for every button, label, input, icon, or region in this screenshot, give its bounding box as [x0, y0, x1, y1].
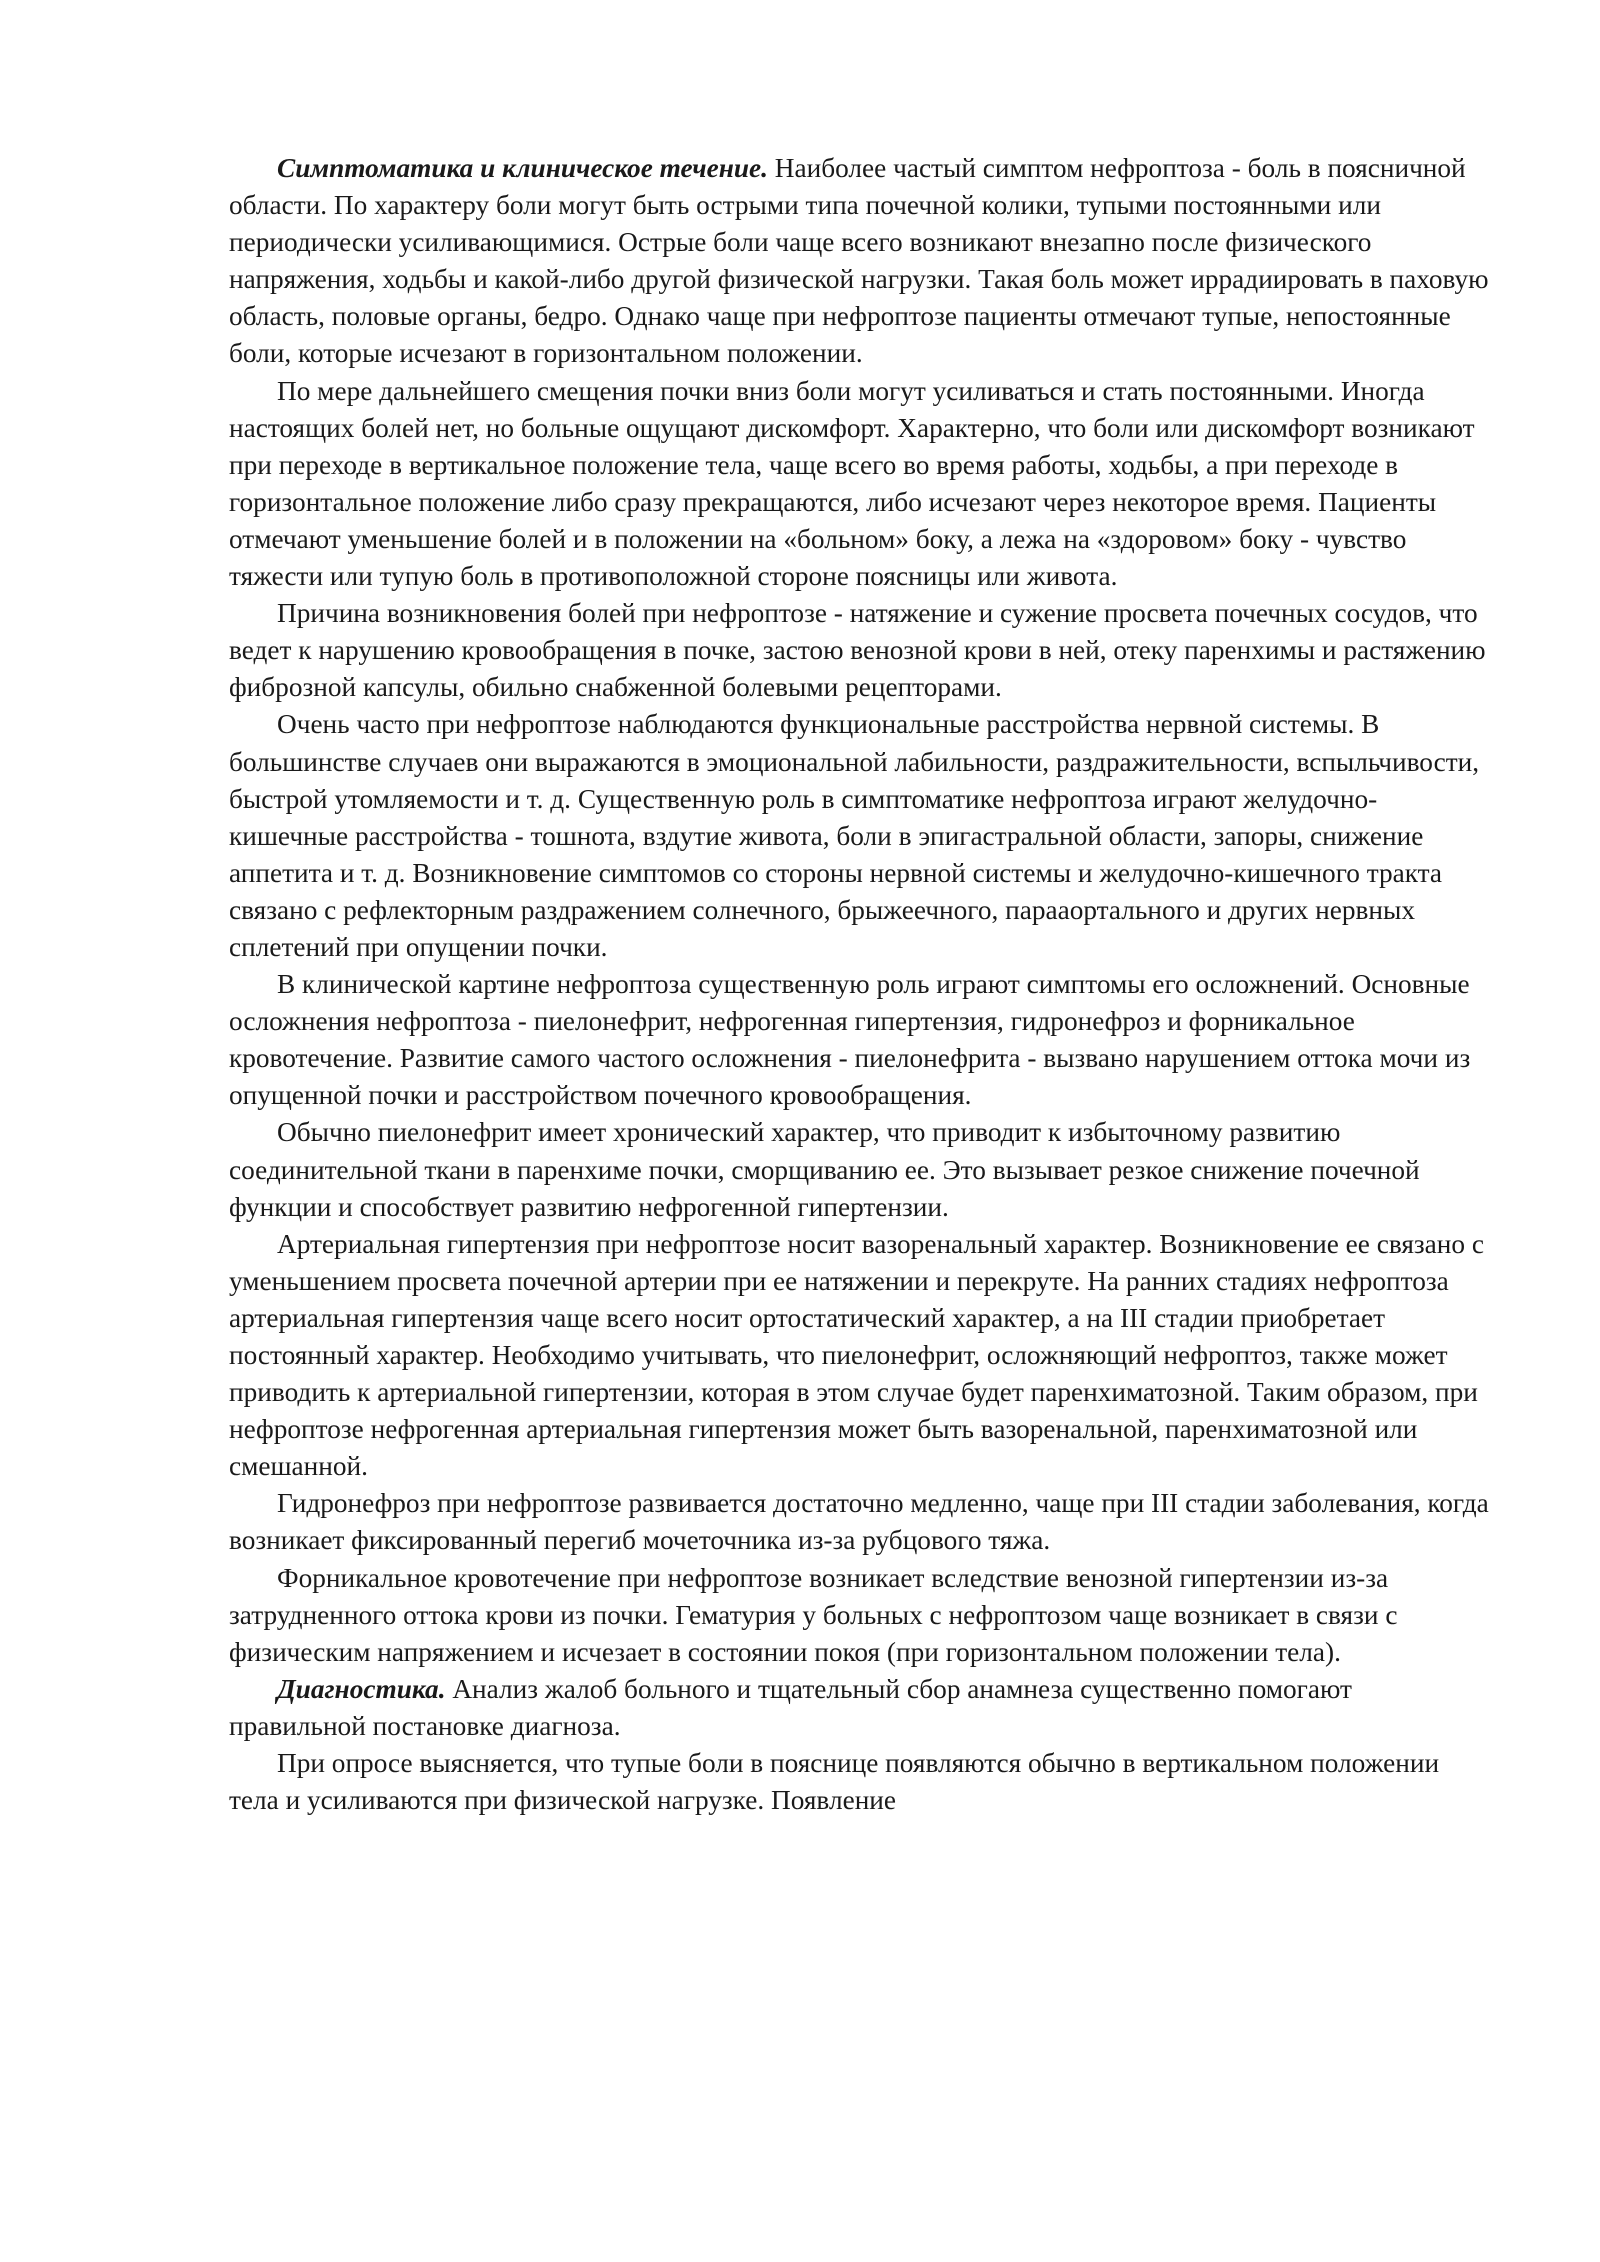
paragraph-text: В клинической картине нефроптоза существенную роль играют симптомы его осложнений. Основные осложнения нефроптоза - пиелонефрит, нефрогенная гипертензия, гидронефроз и форникальное кровотечение. Развитие самого частого осложнения - пиелонефрита - вызвано нарушением оттока мочи из опущенной почки и расстройством почечного кровообращения.: [229, 969, 1471, 1111]
paragraph-text: Анализ жалоб больного и тщательный сбор анамнеза существенно помогают правильной постановке диагноза.: [229, 1673, 1352, 1741]
paragraph-text: Наиболее частый симптом нефроптоза - боль в поясничной области. По характеру боли могут быть острыми типа почечной колики, тупыми постоянными или периодически усиливающимися. Острые боли чаще всего возникают внезапно после физического напряжения, ходьбы и какой-либо другой физической нагрузки. Такая боль может иррадиировать в паховую область, половые органы, бедро. Однако чаще при нефроптозе пациенты отмечают тупые, непостоянные боли, которые исчезают в горизонтальном положении.: [229, 153, 1489, 369]
paragraph-text: При опросе выясняется, что тупые боли в пояснице появляются обычно в вертикальном положении тела и усиливаются при физической нагрузке. Появление: [229, 1748, 1440, 1816]
paragraph-hydronephrosis: [229, 1485, 1493, 1559]
paragraph-nervous-system: [229, 706, 1493, 966]
paragraph-text: Гидронефроз при нефроптозе развивается достаточно медленно, чаще при III стадии заболевания, когда возникает фиксированный перегиб мочеточника из-за рубцового тяжа.: [229, 1488, 1489, 1556]
paragraph-text: Причина возникновения болей при нефроптозе - натяжение и сужение просвета почечных сосудов, что ведет к нарушению кровообращения в почке, застою венозной крови в ней, отеку паренхимы и растяжению фиброзной капсулы, обильно снабженной болевыми рецепторами.: [229, 598, 1486, 703]
paragraph-pain-cause: [229, 595, 1493, 706]
paragraph-text: Артериальная гипертензия при нефроптозе носит вазоренальный характер. Возникновение ее связано с уменьшением просвета почечной артерии при ее натяжении и перекруте. На ранних стадиях нефроптоза артериальная гипертензия чаще всего носит ортостатический характер, а на III стадии приобретает постоянный характер. Необходимо учитывать, что пиелонефрит, осложняющий нефроптоз, также может приводить к артериальной гипертензии, которая в этом случае будет паренхиматозной. Таким образом, при нефроптозе нефрогенная артериальная гипертензия может быть вазоренальной, паренхиматозной или смешанной.: [229, 1228, 1484, 1482]
paragraph-symptoms: [229, 150, 1493, 373]
section-heading-symptoms: Симптоматика и клиническое течение.: [277, 153, 768, 183]
paragraph-complications: [229, 966, 1493, 1114]
paragraph-questioning: [229, 1745, 1493, 1819]
section-heading-diagnostics: Диагностика.: [277, 1673, 446, 1704]
paragraph-diagnostics: [229, 1671, 1493, 1745]
paragraph-hypertension: [229, 1226, 1493, 1486]
paragraph-text: По мере дальнейшего смещения почки вниз боли могут усиливаться и стать постоянными. Иногда настоящих болей нет, но больные ощущают дискомфорт. Характерно, что боли или дискомфорт возникают при переходе в вертикальное положение тела, чаще всего во время работы, ходьбы, а при переходе в горизонтальное положение либо сразу прекращаются, либо исчезают через некоторое время. Пациенты отмечают уменьшение болей и в положении на «больном» боку, а лежа на «здоровом» боку - чувство тяжести или тупую боль в противоположной стороне поясницы или живота.: [229, 375, 1475, 592]
paragraph-text: Обычно пиелонефрит имеет хронический характер, что приводит к избыточному развитию соединительной ткани в паренхиме почки, сморщиванию ее. Это вызывает резкое снижение почечной функции и способствует развитию нефрогенной гипертензии.: [229, 1117, 1420, 1222]
paragraph-text: Форникальное кровотечение при нефроптозе возникает вследствие венозной гипертензии из-за затрудненного оттока крови из почки. Гематурия у больных с нефроптозом чаще возникает в связи с физическим напряжением и исчезает в состоянии покоя (при горизонтальном положении тела).: [229, 1562, 1398, 1667]
paragraph-pyelonephritis: [229, 1114, 1493, 1225]
document-page: [229, 150, 1493, 1819]
paragraph-text: Очень часто при нефроптозе наблюдаются функциональные расстройства нервной системы. В большинстве случаев они выражаются в эмоциональной лабильности, раздражительности, вспыльчивости, быстрой утомляемости и т. д. Существенную роль в симптоматике нефроптоза играют желудочно-кишечные расстройства - тошнота, вздутие живота, боли в эпигастральной области, запоры, снижение аппетита и т. д. Возникновение симптомов со стороны нервной системы и желудочно-кишечного тракта связано с рефлекторным раздражением солнечного, брыжеечного, парааортального и других нервных сплетений при опущении почки.: [229, 709, 1480, 962]
paragraph-pain-displacement: [229, 373, 1493, 596]
paragraph-fornical-bleeding: [229, 1560, 1493, 1671]
